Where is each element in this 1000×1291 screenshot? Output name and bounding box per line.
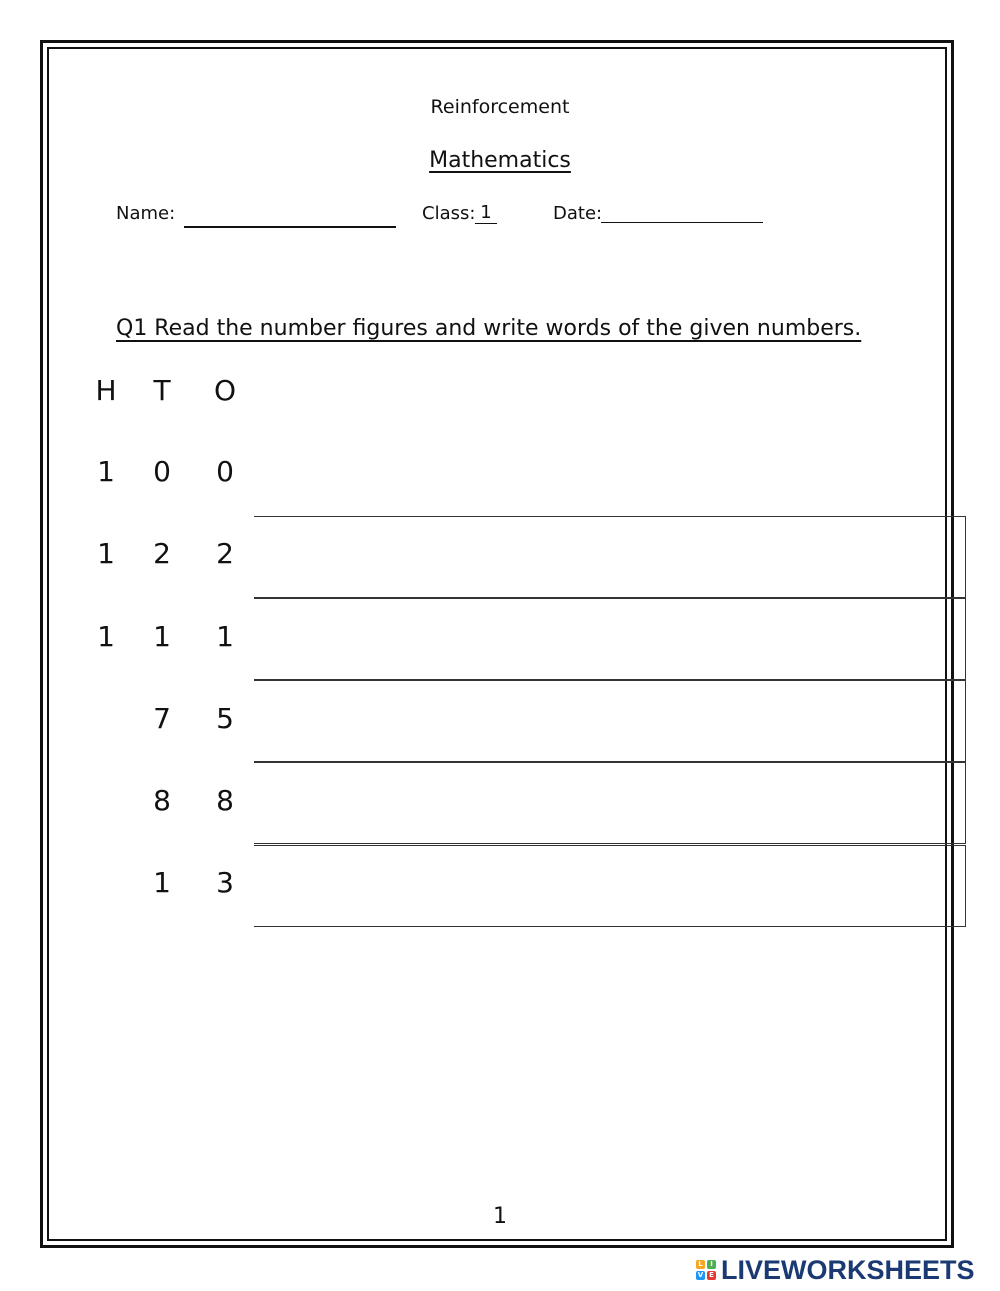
answer-box[interactable] (254, 516, 966, 598)
number-digit-ones: 8 (216, 784, 234, 817)
logo-square: E (707, 1271, 716, 1280)
number-digit-tens: 2 (153, 537, 171, 570)
brand-logo-icon (696, 1260, 716, 1280)
name-field[interactable] (184, 226, 396, 228)
date-field[interactable] (601, 222, 763, 223)
answer-box[interactable] (254, 598, 966, 680)
date-label: Date: (553, 203, 603, 224)
number-digit-tens: 8 (153, 784, 171, 817)
subject-title (0, 148, 1000, 173)
number-digit-tens: 1 (153, 620, 171, 653)
number-digit-hundreds: 1 (97, 455, 115, 488)
logo-square: L (696, 1260, 705, 1269)
name-label: Name: (116, 203, 176, 224)
question-text: Q1 Read the number figures and write words of the given numbers. (116, 316, 862, 341)
tens-header: T (153, 374, 171, 407)
answer-box[interactable] (254, 845, 966, 927)
number-digit-hundreds: 1 (97, 620, 115, 653)
answer-box[interactable] (254, 680, 966, 762)
number-digit-ones: 2 (216, 537, 234, 570)
number-digit-tens: 7 (153, 702, 171, 735)
number-digit-ones: 1 (216, 620, 234, 653)
logo-square: I (707, 1260, 716, 1269)
number-digit-tens: 1 (153, 866, 171, 899)
number-digit-ones: 0 (216, 455, 234, 488)
number-digit-ones: 3 (216, 866, 234, 899)
logo-square: V (697, 1271, 704, 1279)
subject-title-text: Mathematics (429, 148, 571, 173)
answer-box[interactable] (254, 762, 966, 844)
worksheet-heading: Reinforcement (430, 96, 570, 118)
liveworksheets-logo[interactable] (696, 1256, 975, 1284)
number-digit-tens: 0 (153, 455, 171, 488)
brand-name: LIVEWORKSHEETS (721, 1255, 975, 1285)
class-label: Class: (422, 203, 476, 224)
class-value: 1 (475, 203, 497, 224)
page-number: 1 (493, 1204, 507, 1229)
number-digit-hundreds: 1 (97, 537, 115, 570)
hundreds-header: H (95, 374, 117, 407)
ones-header: O (213, 374, 237, 407)
number-digit-ones: 5 (216, 702, 234, 735)
